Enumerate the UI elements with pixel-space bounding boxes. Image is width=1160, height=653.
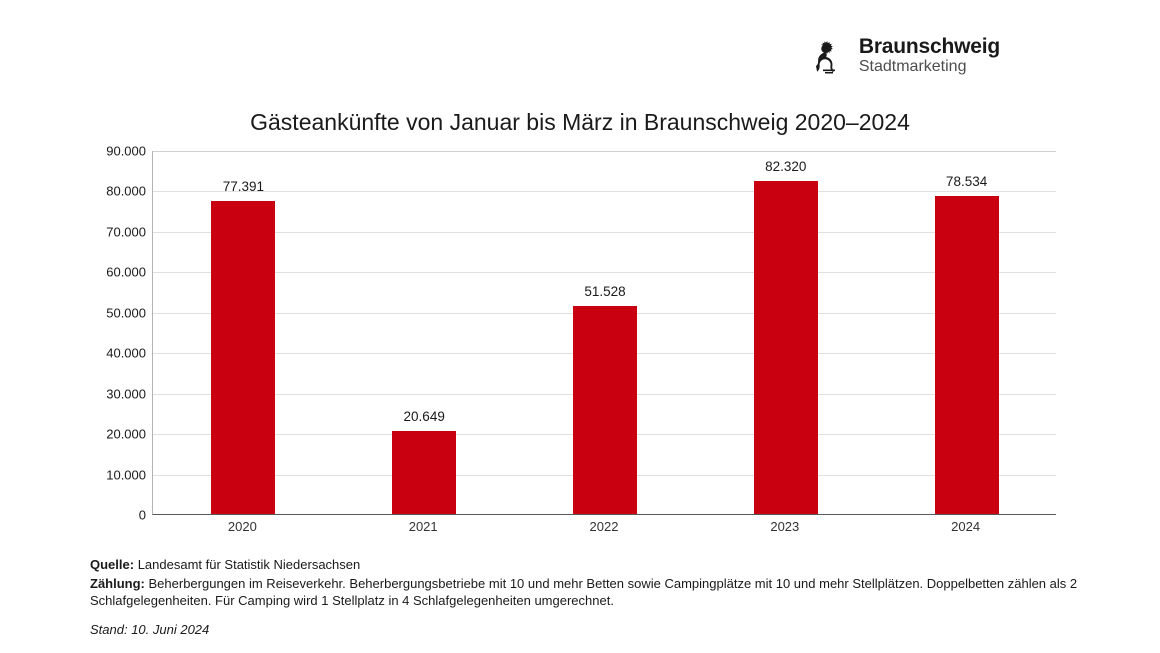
logo-text [859, 36, 1000, 76]
source-label: Quelle: [90, 557, 135, 572]
y-axis-tick-label: 80.000 [106, 183, 146, 199]
source-text: Landesamt für Statistik Niedersachsen [134, 557, 361, 572]
y-axis-tick-label: 20.000 [106, 426, 146, 442]
bar-slot [695, 151, 876, 514]
bar-value-label: 78.534 [945, 174, 988, 190]
plot-frame [152, 151, 1056, 515]
bar[interactable] [754, 181, 818, 514]
bar-value-label: 51.528 [584, 283, 626, 299]
footnotes [90, 556, 1100, 611]
bar-slot [334, 151, 515, 514]
x-axis-tick-label: 2024 [951, 519, 981, 534]
logo-subtitle: Stadtmarketing [858, 58, 967, 76]
bar-slot [876, 151, 1057, 514]
chart-plot-area [152, 151, 1056, 515]
y-axis-tick-label: 40.000 [106, 345, 146, 361]
y-axis-tick-label: 10.000 [106, 467, 146, 483]
bar-value-label: 20.649 [403, 408, 445, 424]
x-axis-tick-label: 2023 [770, 519, 800, 534]
bar[interactable] [392, 431, 456, 515]
y-axis-tick-label: 50.000 [106, 305, 146, 321]
x-axis-tick-labels [152, 519, 1056, 541]
chart-title: Gästeankünfte von Januar bis März in Braunschweig 2020–2024 [250, 109, 910, 135]
lion-heraldic-icon [809, 36, 849, 76]
method-text: Beherbergungen im Reiseverkehr. Beherbergungsbetriebe mit 10 und mehr Betten sowie Campingplätze mit 10 und mehr Stellplätzen. Doppelbetten zählen als 2 Schlafgelegenheiten. Für Camping wird 1 Stellplatz in 4 Schlafgelegenheiten umgerechnet. [90, 575, 1078, 609]
bar-value-label: 77.391 [222, 179, 265, 194]
x-axis-tick-label: 2021 [408, 519, 438, 534]
bar[interactable] [935, 196, 999, 514]
brand-logo [809, 36, 1000, 76]
bar-slot [153, 151, 334, 514]
method-label: Zählung: [90, 575, 145, 591]
x-axis-tick-label: 2022 [589, 519, 619, 534]
y-axis-tick-label: 90.000 [106, 143, 146, 159]
y-axis-tick-label: 30.000 [106, 386, 146, 402]
y-axis-tick-label: 0 [138, 507, 146, 523]
x-axis-tick-label: 2020 [227, 519, 257, 534]
bar-value-label: 82.320 [765, 159, 807, 175]
y-axis-tick-labels [90, 143, 146, 523]
status-date: Stand: 10. Juni 2024 [90, 622, 210, 637]
y-axis-tick-label: 70.000 [106, 224, 146, 240]
bar-slot [515, 151, 696, 514]
method-row [90, 575, 1100, 610]
bar[interactable] [211, 201, 275, 514]
y-axis-tick-label: 60.000 [106, 264, 146, 280]
bar[interactable] [573, 306, 637, 514]
logo-name: Braunschweig [858, 35, 1000, 59]
source-row [90, 556, 1100, 574]
